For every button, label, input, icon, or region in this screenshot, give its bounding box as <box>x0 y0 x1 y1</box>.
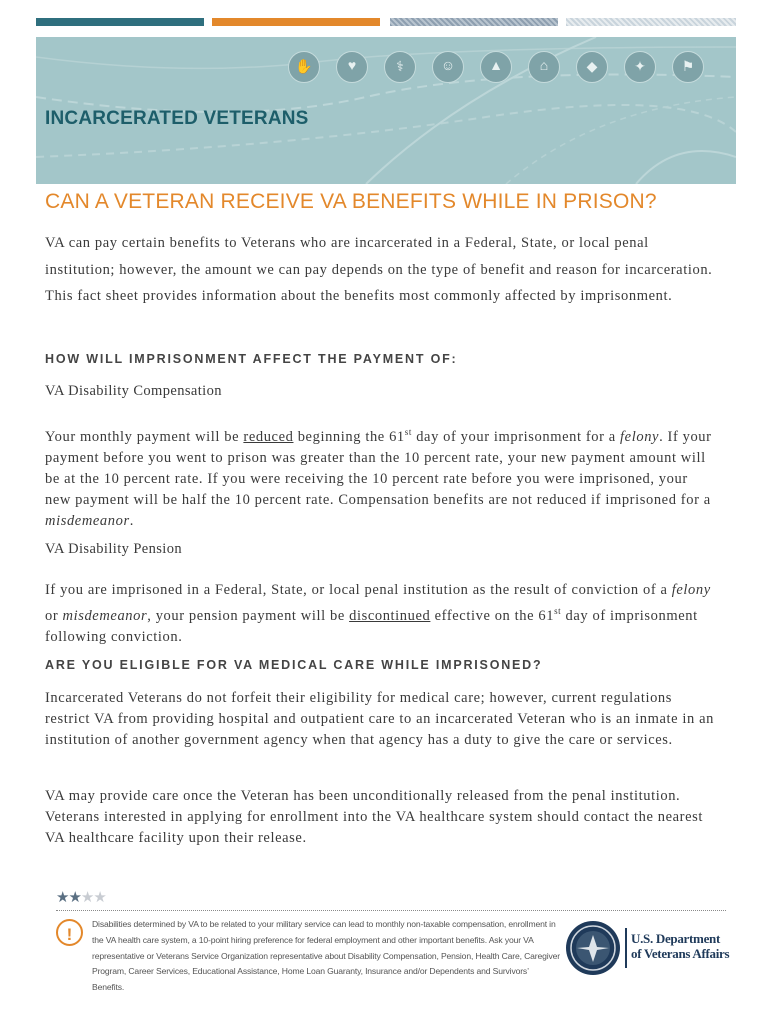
shield-icon: ◆ <box>576 51 608 83</box>
banner-title: INCARCERATED VETERANS <box>45 108 309 129</box>
medical-paragraph-1: Incarcerated Veterans do not forfeit their eligibility for medical care; however, current regulations restrict VA from providing hospital and outpatient care to an incarcerated Veteran who is an inmate in an institution of another government agency when that agency has a duty to give the care or services. <box>45 690 714 748</box>
footer-divider <box>56 910 726 911</box>
flag-icon: ⚑ <box>672 51 704 83</box>
header-banner <box>36 37 736 184</box>
logo-divider <box>625 928 627 968</box>
intro-paragraph: VA can pay certain benefits to Veterans who are incarcerated in a Federal, State, or local penal institution; however, the amount we can pay depends on the type of benefit and reason for incarceration. This fact sheet provides information about the benefits most commonly affected by imprisonment. <box>45 235 713 304</box>
top-color-bars <box>36 18 736 26</box>
color-bar-teal <box>36 18 204 26</box>
family-icon: ☺ <box>432 51 464 83</box>
va-seal-icon <box>565 920 621 976</box>
star-filled-icon: ★ <box>68 890 81 906</box>
page-title: CAN A VETERAN RECEIVE VA BENEFITS WHILE IN PRISON? <box>45 190 657 213</box>
pension-paragraph: If you are imprisoned in a Federal, State, or local penal institution as the result of conviction of a felony or misdemeanor, your pension payment will be discontinued effective on the 61st day of imprisonment following conviction. <box>45 582 711 645</box>
medical-paragraph-2: VA may provide care once the Veteran has been unconditionally released from the penal institution. Veterans interested in applying for enrollment into the VA healthcare system should contact the nearest VA healthcare facility upon their release. <box>45 788 704 846</box>
star-filled-icon: ★ <box>56 890 69 906</box>
hand-heart-icon: ♥ <box>336 51 368 83</box>
compensation-paragraph: Your monthly payment will be reduced beginning the 61st day of your imprisonment for a felony. If your payment before you went to prison was greater than the 10 percent rate, your new payment amount will be at the 10 percent rate. If you were receiving the 10 percent rate before you were imprisoned, your new payment will be half the 10 percent rate. Compensation benefits are not reduced if imprisoned for a misdemeanor. <box>45 427 712 529</box>
section-heading-medical: ARE YOU ELIGIBLE FOR VA MEDICAL CARE WHILE IMPRISONED? <box>45 658 543 672</box>
rating-stars <box>56 888 106 907</box>
section-heading-payment: HOW WILL IMPRISONMENT AFFECT THE PAYMENT OF: <box>45 352 458 366</box>
pension-title: VA Disability Pension <box>45 541 183 557</box>
color-bar-light-gray <box>566 18 736 26</box>
color-bar-orange <box>212 18 380 26</box>
color-bar-gray <box>390 18 558 26</box>
graduation-cap-icon: ▲ <box>480 51 512 83</box>
handshake-icon: ✋ <box>288 51 320 83</box>
compensation-title: VA Disability Compensation <box>45 383 222 399</box>
footer-note: Disabilities determined by VA to be related to your military service can lead to monthly non-taxable compensation, enrollment in the VA health care system, a 10-point hiring preference for federal employment and other important benefits. Ask your VA representative or Veterans Service Organization representative about Disability Compensation, Pension, Health Care, Caregiver Program, Career Services, Educational Assistance, Home Loan Guaranty, Insurance and/or Dependents and Survivors’ Benefits. <box>92 919 561 993</box>
house-icon: ⌂ <box>528 51 560 83</box>
va-department-logo: U.S. Department of Veterans Affairs <box>631 931 730 961</box>
star-empty-icon: ★ <box>80 890 94 906</box>
stethoscope-icon: ⚕ <box>384 51 416 83</box>
hiker-icon: ✦ <box>624 51 656 83</box>
star-empty-icon: ★ <box>93 890 106 906</box>
alert-icon: ! <box>56 919 83 946</box>
